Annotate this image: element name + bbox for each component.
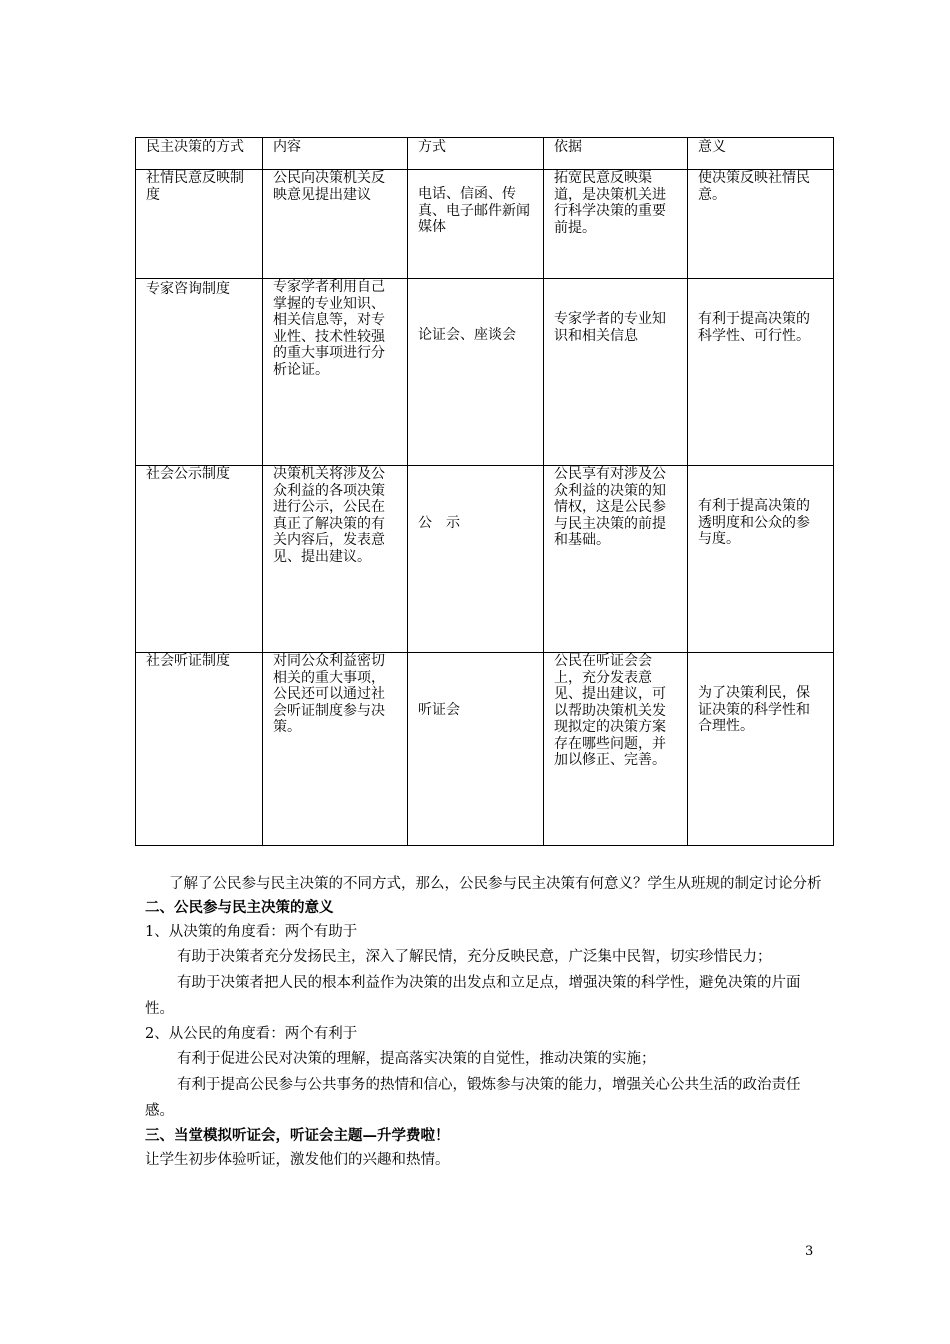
decision-methods-table — [135, 137, 834, 846]
method-text: 电话、信函、传真、电子邮件新闻媒体 — [418, 186, 530, 235]
meaning-text: 为了决策利民，保证决策的科学性和合理性。 — [698, 685, 810, 734]
header-cell: 意义 — [688, 138, 834, 170]
meaning-text: 有利于提高决策的科学性、可行性。 — [698, 311, 810, 344]
header-cell: 内容 — [263, 138, 408, 170]
method-text: 听证会 — [418, 702, 460, 718]
section-2-item-1-paragraph-2: 有助于决策者把人民的根本利益作为决策的出发点和立足点，增强决策的科学性，避免决策的片面性。 — [145, 975, 801, 1017]
basis-cell — [544, 279, 688, 466]
mode-cell — [136, 279, 263, 466]
section-2-heading: 二、公民参与民主决策的意义 — [145, 899, 334, 916]
mode-cell: 社会听证制度 — [136, 653, 263, 846]
mode-cell: 社会公示制度 — [136, 466, 263, 653]
meaning-cell — [688, 466, 834, 653]
meaning-cell: 使决策反映社情民意。 — [688, 170, 834, 279]
method-cell — [408, 170, 544, 279]
section-2-item-1-paragraph-1: 有助于决策者充分发扬民主，深入了解民情，充分反映民意，广泛集中民智，切实珍惜民力； — [177, 949, 772, 965]
table-row — [136, 653, 834, 846]
section-3-text: 让学生初步体验听证，激发他们的兴趣和热情。 — [145, 1152, 450, 1168]
basis-cell: 公民在听证会会上，充分发表意见、提出建议，可以帮助决策机关发现拟定的决策方案存在哪些问题，并加以修正、完善。 — [544, 653, 688, 846]
basis-cell: 公民享有对涉及公众利益的决策的知情权，这是公民参与民主决策的前提和基础。 — [544, 466, 688, 653]
basis-text: 专家学者的专业知识和相关信息 — [554, 311, 666, 344]
mode-text: 专家咨询制度 — [146, 281, 230, 297]
intro-paragraph: 了解了公民参与民主决策的不同方式，那么，公民参与民主决策有何意义？学生从班规的制定讨论分析 — [169, 876, 822, 892]
method-text: 论证会、座谈会 — [418, 327, 516, 343]
table-row — [136, 170, 834, 279]
table-row — [136, 466, 834, 653]
mode-cell: 社情民意反映制度 — [136, 170, 263, 279]
method-cell — [408, 279, 544, 466]
section-2-item-1-title: 1、从决策的角度看：两个有助于 — [145, 924, 358, 940]
page-number: 3 — [805, 1244, 814, 1259]
meaning-text: 有利于提高决策的透明度和公众的参与度。 — [698, 498, 810, 547]
header-cell: 依据 — [544, 138, 688, 170]
meaning-cell — [688, 653, 834, 846]
content-cell: 专家学者利用自己掌握的专业知识、相关信息等，对专业性、技术性较强的重大事项进行分析论证。 — [263, 279, 408, 466]
content-cell: 对同公众利益密切相关的重大事项，公民还可以通过社会听证制度参与决策。 — [263, 653, 408, 846]
body-text — [145, 872, 825, 1172]
meaning-cell — [688, 279, 834, 466]
table-row — [136, 279, 834, 466]
method-cell — [408, 466, 544, 653]
section-2-item-2-paragraph-1: 有利于促进公民对决策的理解，提高落实决策的自觉性，推动决策的实施； — [177, 1051, 656, 1067]
table-header-row — [136, 138, 834, 170]
content-cell: 决策机关将涉及公众利益的各项决策进行公示，公民在真正了解决策的有关内容后，发表意见、提出建议。 — [263, 466, 408, 653]
basis-cell: 拓宽民意反映渠道，是决策机关进行科学决策的重要前提。 — [544, 170, 688, 279]
method-cell — [408, 653, 544, 846]
section-2-item-2-paragraph-2: 有利于提高公民参与公共事务的热情和信心，锻炼参与决策的能力，增强关心公共生活的政治责任感。 — [145, 1077, 801, 1119]
section-2-item-2-title: 2、从公民的角度看：两个有利于 — [145, 1026, 358, 1042]
header-cell: 民主决策的方式 — [136, 138, 263, 170]
header-cell: 方式 — [408, 138, 544, 170]
section-3-heading: 三、当堂模拟听证会，听证会主题—升学费啦！ — [145, 1127, 450, 1144]
content-cell: 公民向决策机关反映意见提出建议 — [263, 170, 408, 279]
method-text: 公 示 — [418, 515, 460, 531]
